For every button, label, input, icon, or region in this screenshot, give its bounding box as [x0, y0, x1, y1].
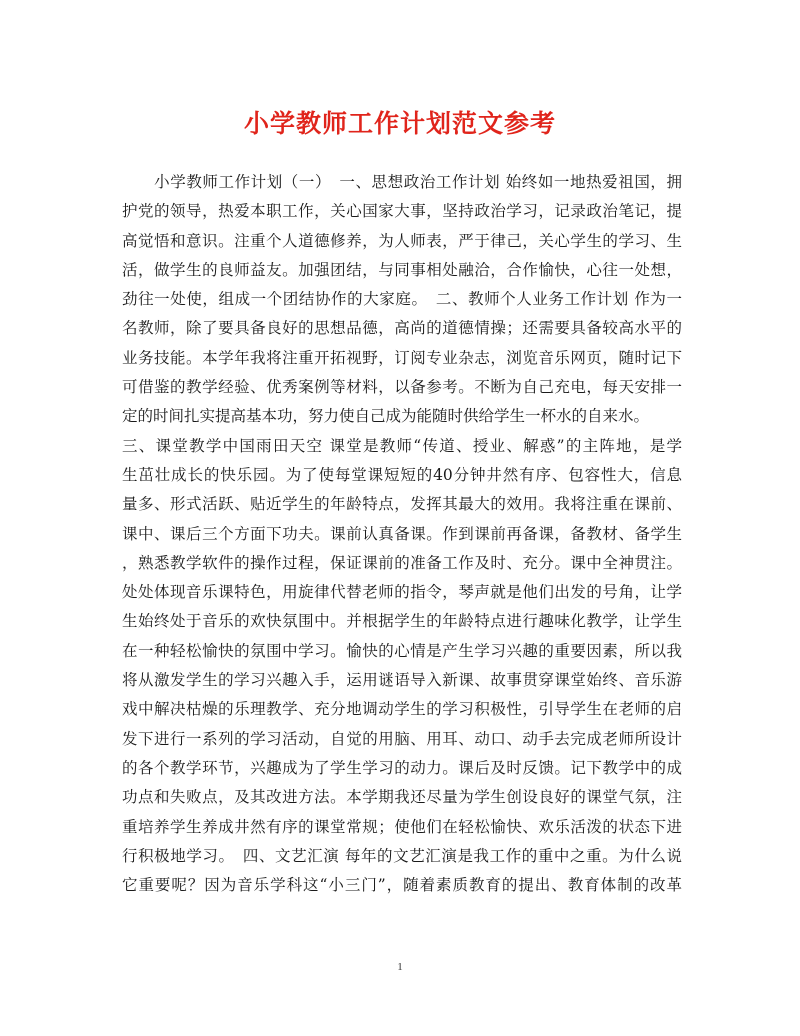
body-line: 将从激发学生的学习兴趣入手，运用谜语导入新课、故事贯穿课堂始终、音乐游 [122, 671, 682, 690]
document-body [122, 168, 682, 900]
body-line: 处处体现音乐课特色，用旋律代替老师的指令，琴声就是他们出发的号角，让学 [122, 583, 682, 602]
body-line: 它重要呢？因为音乐学科这“小三门”，随着素质教育的提出、教育体制的改革 [122, 876, 682, 895]
body-line: 活，做学生的良师益友。加强团结，与同事相处融洽，合作愉快，心往一处想， [122, 260, 682, 279]
body-line: 生始终处于音乐的欢快氛围中。并根据学生的年龄特点进行趣味化教学，让学生 [122, 612, 682, 631]
body-line: 护党的领导，热爱本职工作，关心国家大事，坚持政治学习，记录政治笔记，提 [122, 202, 682, 221]
body-line: ，熟悉教学软件的操作过程，保证课前的准备工作及时、充分。课中全神贯注。 [122, 553, 682, 572]
body-line: 行积极地学习。 四、文艺汇演 每年的文艺汇演是我工作的重中之重。为什么说 [122, 846, 682, 865]
body-line: 功点和失败点，及其改进方法。本学期我还尽量为学生创设良好的课堂气氛，注 [122, 788, 682, 807]
body-line: 戏中解决枯燥的乐理教学、充分地调动学生的学习积极性，引导学生在老师的启 [122, 700, 682, 719]
body-line: 高觉悟和意识。注重个人道德修养，为人师表，严于律己，关心学生的学习、生 [122, 231, 682, 250]
body-line: 发下进行一系列的学习活动，自觉的用脑、用耳、动口、动手去完成老师所设计 [122, 729, 682, 748]
body-line: 劲往一处使，组成一个团结协作的大家庭。 二、教师个人业务工作计划 作为一 [122, 290, 682, 309]
body-line: 三、课堂教学中国雨田天空 课堂是教师“传道、授业、解惑”的主阵地，是学 [122, 436, 682, 455]
body-line: 重培养学生养成井然有序的课堂常规；使他们在轻松愉快、欢乐活泼的状态下进 [122, 817, 682, 836]
body-line: 可借鉴的教学经验、优秀案例等材料，以备参考。不断为自己充电，每天安排一 [122, 378, 682, 397]
body-line: 名教师，除了要具备良好的思想品德，高尚的道德情操；还需要具备较高水平的 [122, 319, 682, 338]
body-line: 课中、课后三个方面下功夫。课前认真备课。作到课前再备课，备教材、备学生 [122, 524, 682, 543]
body-line: 业务技能。本学年我将注重开拓视野，订阅专业杂志，浏览音乐网页，随时记下 [122, 348, 682, 367]
document-title: 小学教师工作计划范文参考 [243, 109, 556, 138]
body-line: 生茁壮成长的快乐园。为了使每堂课短短的40分钟井然有序、包容性大，信息 [122, 465, 682, 484]
page-number: 1 [397, 961, 403, 973]
body-line: 量多、形式活跃、贴近学生的年龄特点，发挥其最大的效用。我将注重在课前、 [122, 495, 682, 514]
body-line: 的各个教学环节，兴趣成为了学生学习的动力。课后及时反馈。记下教学中的成 [122, 758, 682, 777]
body-line: 小学教师工作计划（一） 一、思想政治工作计划 始终如一地热爱祖国，拥 [122, 173, 682, 191]
body-line: 定的时间扎实提高基本功，努力使自己成为能随时供给学生一杯水的自来水。 [122, 407, 650, 426]
body-line: 在一种轻松愉快的氛围中学习。愉快的心情是产生学习兴趣的重要因素，所以我 [122, 641, 682, 660]
